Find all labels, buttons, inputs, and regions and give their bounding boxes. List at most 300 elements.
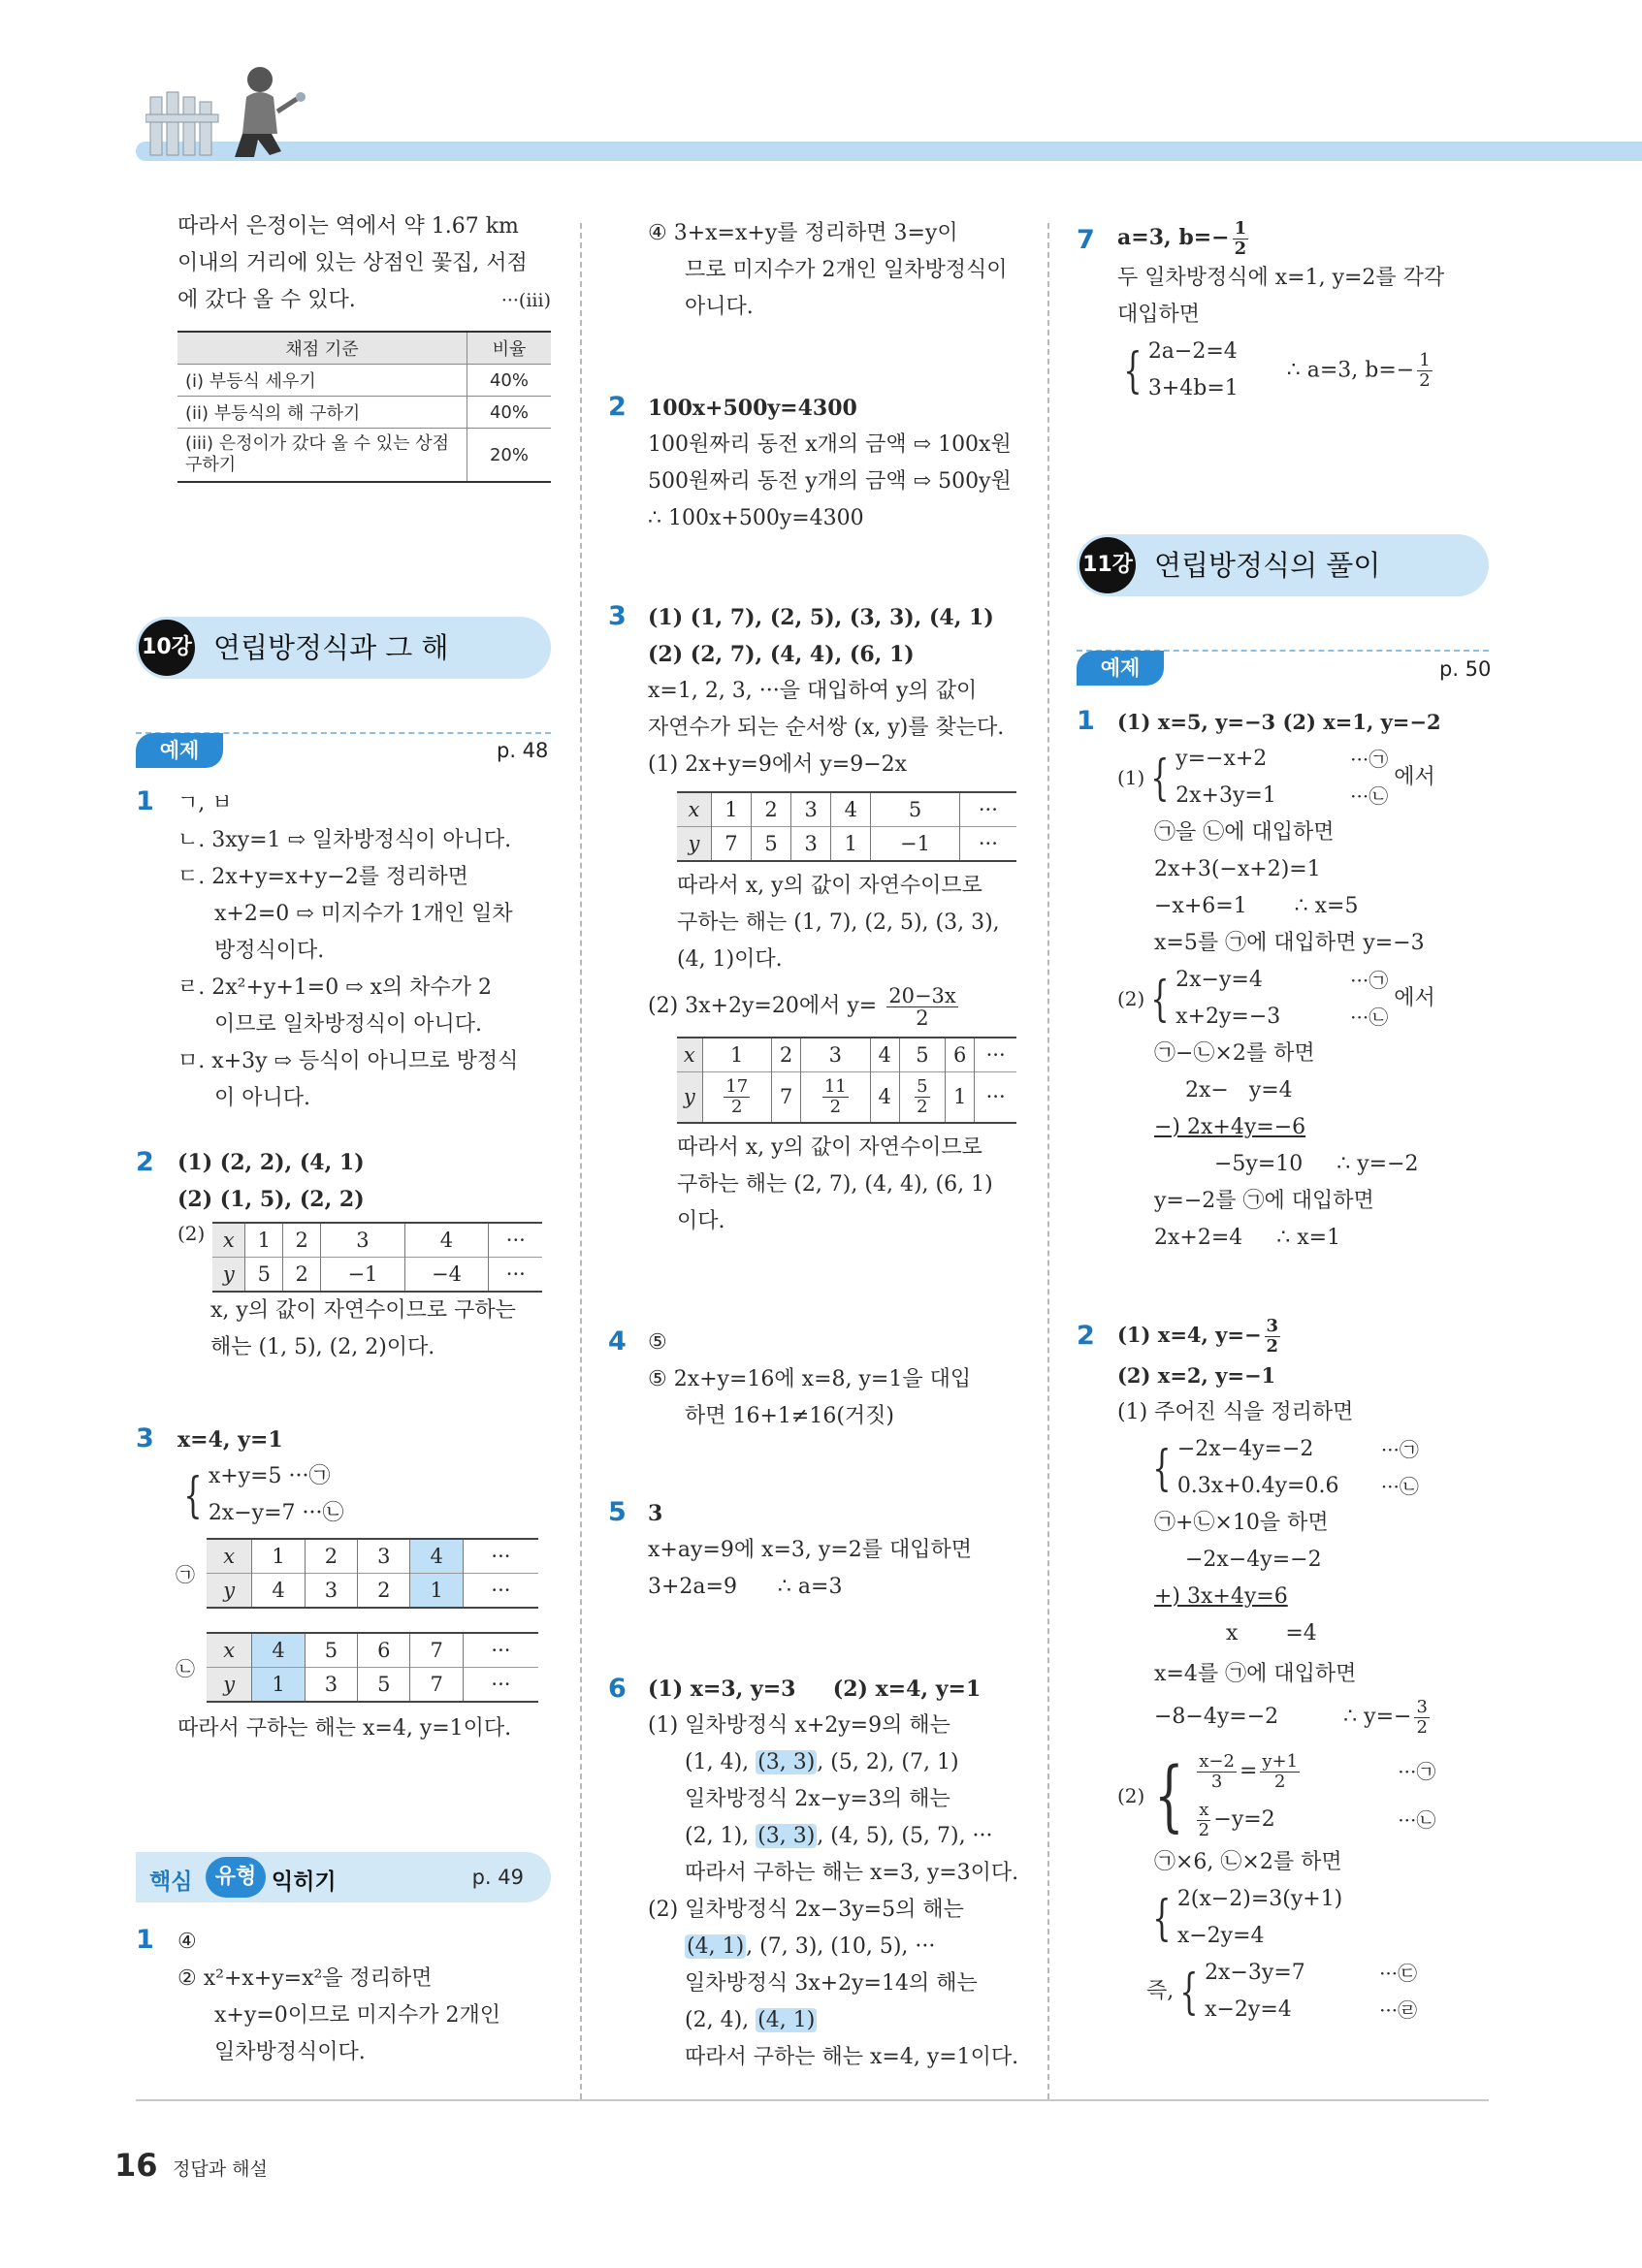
solution-line: (2) 일차방정식 2x−3y=5의 해는 [648,1898,964,1922]
solution-line: x=1, 2, 3, ···을 대입하여 y의 값이 [648,679,978,703]
table-cell: 3 [321,1223,405,1258]
section-title: 연립방정식의 풀이 [1154,549,1381,582]
problem-number: 2 [608,392,627,422]
numerator: 3 [1416,1696,1428,1717]
intro-mark: ···(iii) [500,290,551,311]
pair-text: (2, 1), [685,1824,757,1848]
grading-ratio: 40% [467,365,552,397]
equation: x−2y=4 [1205,1997,1292,2022]
solution-line: 일차방정식 2x−y=3의 해는 [685,1787,950,1811]
result-text: ∴ a=3, b=− [1286,358,1415,382]
denominator: 2 [1234,238,1247,259]
fraction [1265,1317,1281,1357]
grading-header: 채점 기준 [177,332,467,365]
table-cell: y [677,827,711,862]
solution-line: −) 2x+4y=−6 [1154,1115,1306,1139]
denominator: 2 [1198,1819,1210,1840]
brace-icon: { [1152,1890,1172,1946]
grading-table [177,331,551,483]
equation-mark: ···㉣ [1379,1998,1418,2022]
suffix: 에서 [1394,765,1435,789]
answer-line: (1) (2, 2), (4, 1) [177,1150,365,1175]
grading-criterion: (iii) 은정이가 갔다 올 수 있는 상점 구하기 [177,429,467,483]
solution-line: ㅁ. x+3y ⇨ 등식이 아니므로 방정식 [177,1049,519,1073]
solution-line: −5y=10 ∴ y=−2 [1214,1152,1419,1176]
equation-mark: ···㉡ [1350,1006,1389,1029]
solution-table [207,1632,538,1703]
brace-icon: { [1154,1750,1185,1840]
denominator: 2 [1274,1771,1286,1792]
problem-number: 3 [136,1423,154,1453]
problem-number: 6 [608,1674,627,1704]
answer-line: (1) (1, 7), (2, 5), (3, 3), (4, 1) [648,605,994,630]
solution-line: −x+6=1 ∴ x=5 [1154,894,1359,918]
equation-system [1144,741,1388,815]
solution-line: 일차방정식이다. [214,2040,366,2064]
table-cell: 1 [245,1223,283,1258]
table-cell-highlight: 4 [252,1633,305,1668]
equation-mark: ···㉢ [1379,1962,1418,1985]
table-cell: y [207,1668,252,1703]
table-cell-fraction [702,1072,771,1123]
numerator: 1 [1419,349,1431,370]
column-separator-2 [1047,223,1049,2099]
answer-text: a=3, b=− [1117,225,1230,250]
result [1287,351,1435,391]
table-cell: 1 [946,1072,975,1123]
sub-label: ㉡ [176,1657,195,1680]
solution-line: ⑤ 2x+y=16에 x=8, y=1을 대입 [648,1367,972,1391]
page-number: 16 [114,2147,158,2184]
problem-5-body [648,1495,972,1606]
denominator: 2 [916,1006,929,1030]
solution-line: x =4 [1226,1621,1317,1645]
solution-line: 해는 (1, 5), (2, 2)이다. [210,1335,435,1359]
denominator: 2 [1419,369,1431,391]
equation-mark: ···㉡ [1380,1475,1419,1498]
pair-text: (2, 4), [685,2008,757,2032]
solution-line: 500원짜리 동전 y개의 금액 ⇨ 500y원 [648,469,1012,494]
answer-line [1117,215,1444,260]
solution-line: 구하는 해는 (1, 7), (2, 5), (3, 3), [677,910,1000,935]
solution-line: (1) 일차방정식 x+2y=9의 해는 [648,1713,950,1738]
solution-line: 방정식이다. [214,939,325,963]
table-cell: 4 [252,1574,305,1609]
solution-line: ㉠을 ㉡에 대입하면 [1154,820,1335,845]
denominator: 3 [1210,1771,1223,1792]
solution-line [648,2002,1018,2039]
table-cell: 5 [305,1633,357,1668]
fraction [1417,351,1432,391]
equation [1194,1747,1398,1796]
solution-line: 따라서 x, y의 값이 자연수이므로 [677,1134,982,1160]
brace-icon: { [1123,342,1143,399]
denominator: 2 [1266,1336,1279,1357]
gardener-illustration [145,58,310,165]
example-2-body [1117,1313,1435,2028]
table-cell: 4 [831,792,871,827]
column-separator-1 [580,223,582,2099]
intro-line: 따라서 은정이는 역에서 약 1.67 km [177,214,519,239]
problem-number: 2 [136,1147,154,1177]
section-badge: 11강 [1079,537,1136,593]
solution-line: 구하는 해는 (2, 7), (4, 4), (6, 1) [677,1171,993,1197]
equation-system [1146,1431,1419,1505]
solution-line: (1) 2x+y=9에서 y=9−2x [648,752,908,777]
highlighted-pair: (4, 1) [757,2008,816,2032]
solution-line [648,1929,1018,1965]
table-cell: 1 [252,1539,305,1574]
pair-text: , (7, 3), (10, 5), ··· [746,1934,936,1959]
solution-line: x=5를 ㉠에 대입하면 y=−3 [1154,931,1425,955]
equation: x+2y=−3 [1175,1005,1281,1029]
table-cell: 1 [711,792,751,827]
core-type-header [136,1852,551,1902]
answer-line: (1) x=5, y=−3 (2) x=1, y=−2 [1117,710,1441,734]
core-label: 익히기 [272,1869,337,1895]
table-cell: ··· [463,1668,538,1703]
intro-line [177,282,551,319]
table-cell: ··· [959,792,1016,827]
equation-system [1144,962,1388,1036]
pair-text: , (4, 5), (5, 7), ··· [817,1824,993,1848]
answer-line: (2) (1, 5), (2, 2) [177,1187,365,1212]
table-cell: 7 [410,1633,463,1668]
grading-ratio: 40% [467,397,552,429]
denominator: 2 [917,1096,928,1117]
table-cell-highlight: 4 [410,1539,463,1574]
grading-header: 비율 [467,332,552,365]
equation: −2x−4y=−2 [1176,1437,1314,1461]
table-cell-highlight: 1 [410,1574,463,1609]
answer-text: (1) x=4, y=− [1117,1323,1262,1347]
solution-line: 아니다. [685,295,754,319]
brace-icon: { [1150,971,1170,1027]
table-cell: 3 [305,1574,357,1609]
solution-line: y=−2를 ㉠에 대입하면 [1154,1189,1374,1213]
solution-line: 두 일차방정식에 x=1, y=2를 각각 [1117,266,1445,290]
equation: x−2y=4 [1176,1924,1265,1948]
denominator: 2 [829,1096,842,1117]
problem-number: 5 [608,1497,627,1527]
problem-number: 1 [136,786,154,816]
problem-3-body [648,599,1016,1240]
brace-icon: { [1152,1440,1172,1496]
equation-rest: −y=2 [1213,1807,1275,1832]
numerator: x [1199,1799,1209,1820]
equation: 2a−2=4 [1147,339,1238,364]
table-cell-highlight: 1 [252,1668,305,1703]
solution-line: 2x+3(−x+2)=1 [1154,857,1321,881]
table-cell: 7 [771,1072,800,1123]
core-badge: 유형 [206,1857,266,1898]
equation-mark: ···㉡ [1350,784,1389,808]
core-label: 핵심 [149,1869,193,1895]
problem-number: 2 [1077,1321,1095,1351]
problem-1-body [177,785,518,1117]
table-cell: ··· [463,1633,538,1668]
equation: 3+4b=1 [1147,376,1239,400]
fraction [724,1077,750,1117]
table-cell-fraction [801,1072,870,1123]
equation [1194,1796,1398,1844]
problem-4-body [648,1325,971,1435]
equation: −8−4y=−2 [1154,1705,1279,1729]
table-cell: ··· [463,1574,538,1609]
table-cell: y [207,1574,252,1609]
table-cell: −1 [321,1258,405,1293]
example-page-ref: p. 50 [1439,657,1492,681]
answer-line: 100x+500y=4300 [648,396,857,421]
fraction [1414,1698,1429,1738]
answer-line: x=4, y=1 [177,1427,283,1453]
table-cell: 2 [283,1258,321,1293]
problem-number: 7 [1077,225,1095,255]
table-cell: 2 [358,1574,410,1609]
sub-label: (1) [1117,766,1145,789]
solution-line: 이다. [677,1208,725,1233]
equation: 2x−y=7 ···㉡ [208,1501,344,1525]
brace-icon: { [1150,750,1170,806]
table-cell: y [212,1258,245,1293]
example-1-body [1117,704,1441,1257]
pair-text: (1, 4), [685,1750,757,1774]
table-cell: 2 [283,1223,321,1258]
table-cell: 2 [771,1038,800,1072]
problem-number: 1 [1077,706,1095,736]
footer-divider [136,2099,1489,2101]
section-badge: 10강 [139,620,195,676]
solution-line: x=4를 ㉠에 대입하면 [1154,1662,1357,1686]
equation: 2x−3y=7 [1205,1961,1305,1985]
table-cell: 4 [870,1072,899,1123]
numerator: 3 [1266,1316,1279,1336]
table-cell: 3 [791,792,831,827]
table-cell: 5 [899,1038,945,1072]
denominator: 2 [730,1096,743,1117]
pair-text: , (5, 2), (7, 1) [817,1750,959,1774]
operator: = [1239,1759,1258,1783]
solution-line: ㄷ. 2x+y=x+y−2를 정리하면 [177,865,468,889]
solution-line: 일차방정식 3x+2y=14의 해는 [685,1971,978,1996]
table-cell: ··· [489,1223,543,1258]
solution-table [677,791,1016,862]
equation: y=−x+2 [1175,747,1268,771]
example-tag: 예제 [136,733,223,768]
solution-line: ㉠+㉡×10을 하면 [1154,1511,1329,1535]
problem-6-body [648,1671,1018,2076]
table-cell: 3 [791,827,831,862]
prefix: 즉, [1146,1979,1175,2003]
table-cell: x [207,1539,252,1574]
result-text: ∴ y=− [1343,1705,1412,1729]
table-cell: x [677,792,711,827]
fraction [1233,219,1249,259]
equation-mark: ···㉠ [1398,1760,1436,1783]
table-cell: 3 [801,1038,870,1072]
sub-label: (2) [1117,987,1145,1010]
example-page-ref: p. 48 [497,739,549,762]
core-problem-1-body [177,1924,500,2071]
table-cell: ··· [975,1038,1016,1072]
equation-system [1144,1747,1435,1844]
example-tag: 예제 [1077,651,1164,686]
solution-line: x+y=0이므로 미지수가 2개인 [214,2003,500,2028]
solution-line: ㉠−㉡×2를 하면 [1154,1041,1315,1066]
table-cell: 4 [404,1223,489,1258]
brace-icon: { [183,1467,203,1523]
solution-table [677,1037,1016,1124]
solution-line: (4, 1)이다. [677,947,783,972]
solution-line: 이 아니다. [214,1086,310,1110]
solution-line: 2x− y=4 [1185,1078,1293,1102]
denominator: 2 [1416,1716,1428,1738]
table-cell: 5 [245,1258,283,1293]
answer-line: ④ [177,1930,197,1954]
table-cell: x [212,1223,245,1258]
problem-number: 4 [608,1326,627,1357]
equation: x+y=5 ···㉠ [208,1464,331,1488]
table-cell: 3 [358,1539,410,1574]
table-cell: 1 [702,1038,771,1072]
grading-criterion: (i) 부등식 세우기 [177,365,467,397]
q4-continued [648,215,1008,326]
solution-table [212,1222,542,1293]
equation: (2) 3x+2y=20에서 y= [648,994,878,1018]
sub-label: ㉠ [176,1563,195,1586]
table-cell: x [207,1633,252,1668]
fraction [886,985,958,1029]
answer-line [1117,1313,1435,1358]
grading-criterion: (ii) 부등식의 해 구하기 [177,397,467,429]
problem-number: 3 [608,601,627,631]
table-cell: y [677,1072,702,1123]
answer-line: (2) (2, 7), (4, 4), (6, 1) [648,642,915,667]
problem-number: 1 [136,1925,154,1955]
equation-mark: ···㉠ [1350,969,1389,992]
solution-line: 100원짜리 동전 x개의 금액 ⇨ 100x원 [648,432,1012,457]
table-cell: 2 [305,1539,357,1574]
solution-line: 따라서 구하는 해는 x=3, y=3이다. [685,1861,1019,1885]
answer-line: ⑤ [648,1330,667,1355]
table-cell: 7 [410,1668,463,1703]
solution-table [207,1538,538,1609]
table-cell: 1 [831,827,871,862]
section-11-header [1077,534,1489,596]
numerator: 17 [725,1075,749,1097]
highlighted-pair: (4, 1) [687,1934,745,1959]
intro-line: 이내의 거리에 있는 상점인 꽃집, 서점 [177,251,528,275]
numerator: x−2 [1199,1750,1235,1772]
fraction [1260,1752,1300,1792]
solution-line: 따라서 x, y의 값이 자연수이므로 [677,874,982,898]
problem-2-body [177,1144,542,1366]
solution-line: ㄴ. 3xy=1 ⇨ 일차방정식이 아니다. [177,828,512,852]
problem-7-body [1117,215,1444,407]
table-cell: 2 [752,792,791,827]
equation-system [1117,334,1239,407]
table-cell: ··· [489,1258,543,1293]
solution-line: +) 3x+4y=6 [1154,1584,1288,1609]
solution-line: −2x−4y=−2 [1185,1548,1322,1572]
fraction [1197,1801,1210,1840]
highlighted-pair: (3, 3) [757,1824,816,1848]
section-10-header [136,617,551,679]
table-cell: 6 [946,1038,975,1072]
solution-line: 따라서 구하는 해는 x=4, y=1이다. [177,1716,512,1741]
solution-line [648,984,1016,1029]
table-cell: 5 [871,792,959,827]
highlighted-pair: (3, 3) [757,1750,816,1774]
table-cell: ··· [959,827,1016,862]
answer-line: ㄱ, ㅂ [177,791,233,815]
intro-text: 에 갔다 올 수 있다. [177,288,356,312]
numerator: 11 [823,1075,847,1097]
equation: 0.3x+0.4y=0.6 [1176,1474,1339,1498]
core-page-ref: p. 49 [471,1866,524,1889]
section-title: 연립방정식과 그 해 [213,631,449,664]
table-cell: 7 [711,827,751,862]
table-cell-fraction [899,1072,945,1123]
numerator: 1 [1234,217,1247,239]
table-cell: 5 [752,827,791,862]
solution-line: 므로 미지수가 2개인 일차방정식이 [685,258,1008,282]
problem-2-body [648,390,1012,537]
suffix: 에서 [1394,986,1435,1010]
table-cell: 6 [358,1633,410,1668]
answer-line: (2) x=2, y=−1 [1117,1363,1276,1388]
table-cell: ··· [975,1072,1016,1123]
equation: 2(x−2)=3(y+1) [1176,1887,1343,1911]
table-cell: −4 [404,1258,489,1293]
table-cell: x [677,1038,702,1072]
table-cell: 3 [305,1668,357,1703]
equation-mark: ···㉡ [1398,1808,1436,1832]
equation-system [1174,1955,1417,2028]
solution-line: ∴ 100x+500y=4300 [648,506,864,530]
solution-line: ㉠×6, ㉡×2를 하면 [1154,1850,1342,1874]
grading-ratio: 20% [467,429,552,483]
table-cell: 4 [870,1038,899,1072]
table-cell: 5 [358,1668,410,1703]
solution-line: x, y의 값이 자연수이므로 구하는 [210,1298,516,1323]
equation-mark: ···㉠ [1350,748,1389,771]
solution-line: ㄹ. 2x²+y+1=0 ⇨ x의 차수가 2 [177,975,493,1000]
solution-line [648,1818,1018,1855]
column-1 [177,208,551,483]
fraction [915,1077,929,1117]
solution-line: 따라서 구하는 해는 x=4, y=1이다. [685,2045,1019,2069]
header-band [136,142,1642,161]
equation: 2x+3y=1 [1175,783,1276,808]
equation: 2x−y=4 [1175,968,1263,992]
solution-line: ② x²+x+y=x²을 정리하면 [177,1966,433,1991]
numerator: y+1 [1262,1750,1299,1772]
solution-line: 하면 16+1≠16(거짓) [685,1404,895,1428]
solution-line: x+2=0 ⇨ 미지수가 1개인 일차 [214,902,513,926]
solution-line: 3+2a=9 ∴ a=3 [648,1575,843,1599]
sub-label: (2) [177,1222,206,1245]
solution-line: 2x+2=4 ∴ x=1 [1154,1226,1341,1250]
answer-line: (1) x=3, y=3 (2) x=4, y=1 [648,1677,982,1702]
solution-line: (1) 주어진 식을 정리하면 [1117,1400,1354,1424]
equation-system [177,1458,343,1532]
equation-system [1146,1881,1342,1955]
footer-label: 정답과 해설 [173,2158,268,2180]
table-cell: −1 [871,827,959,862]
numerator: 20−3x [888,983,956,1007]
numerator: 5 [917,1075,928,1097]
